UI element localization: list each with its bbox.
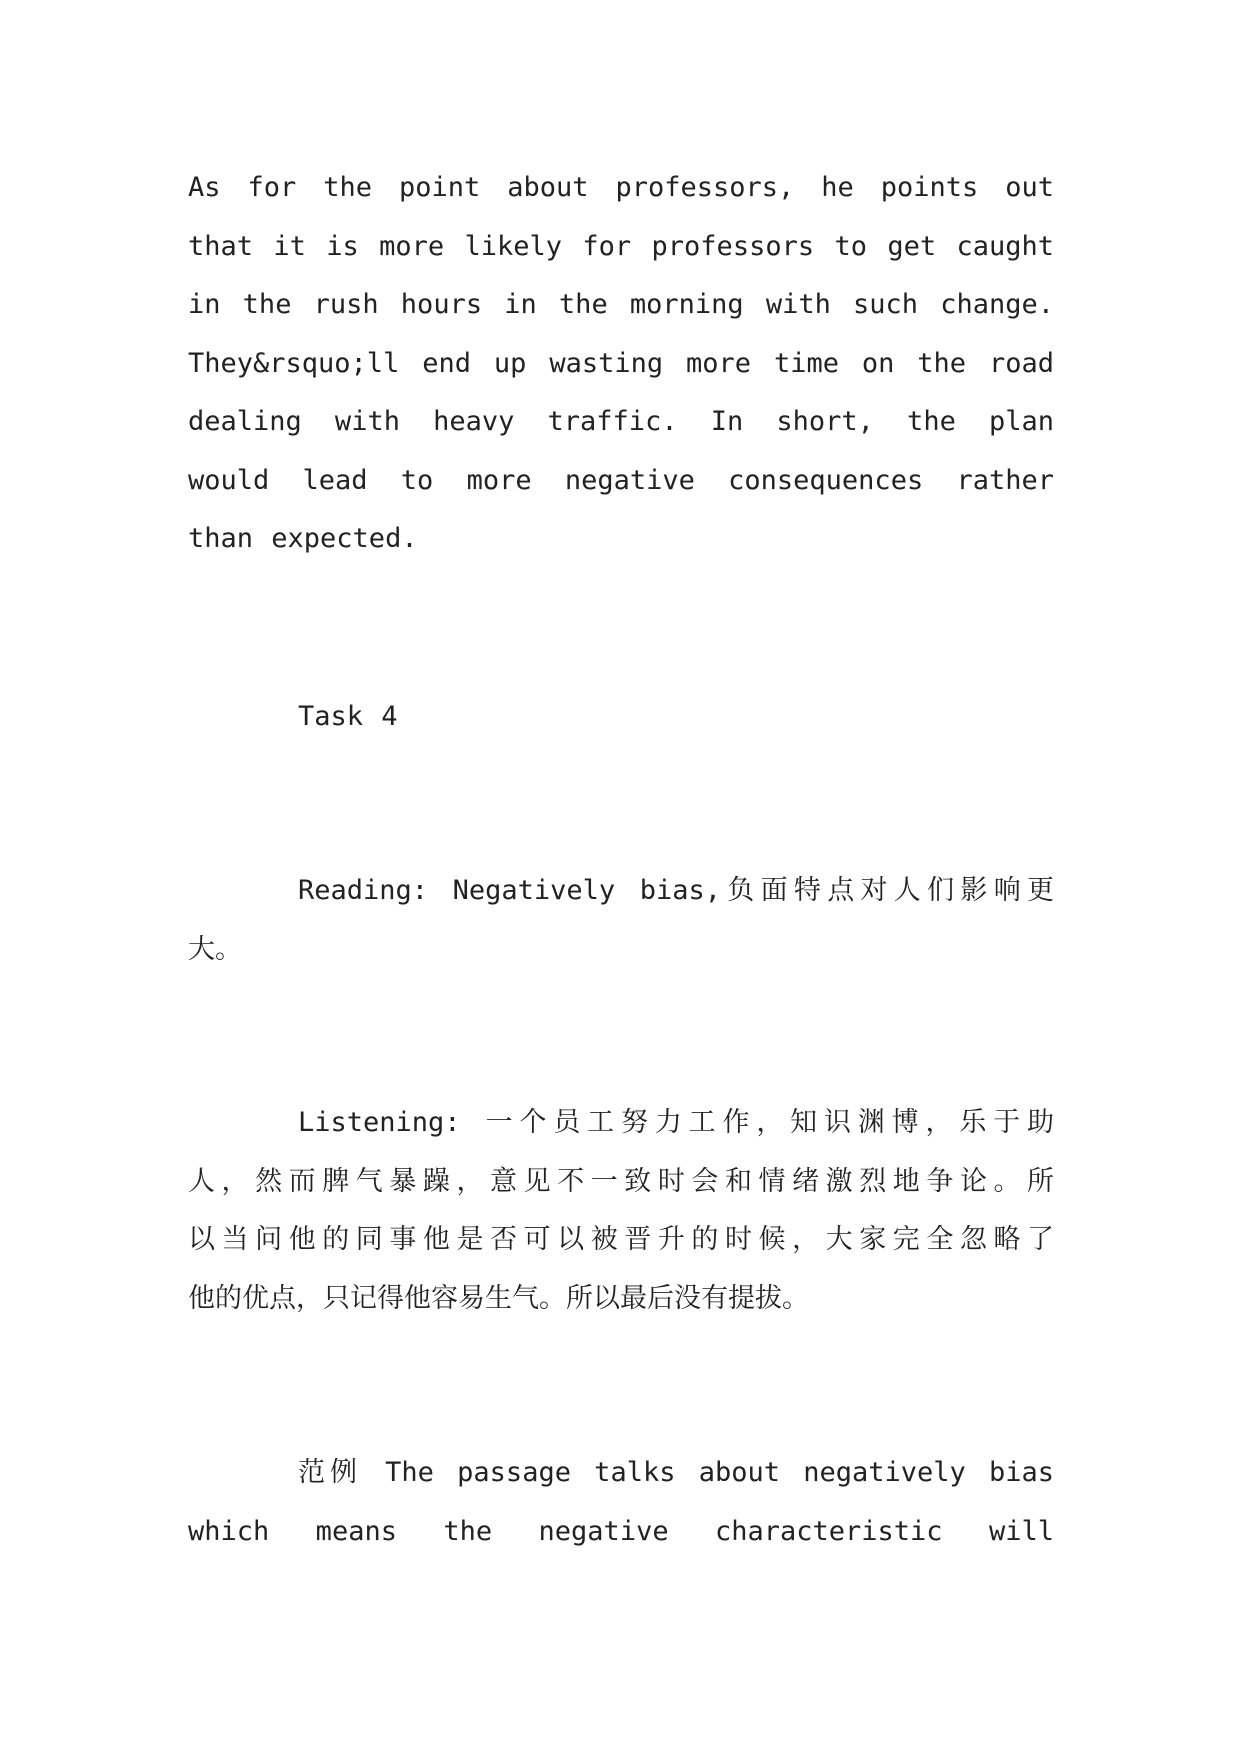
text-line: in the rush hours in the morning with such change. — [188, 289, 1054, 320]
text-line: would lead to more negative consequences rather — [188, 464, 1054, 496]
paragraph-professors — [188, 159, 1054, 569]
text-line: dealing with heavy traffic. In short, the plan — [188, 406, 1054, 437]
text-line: Reading: Negatively bias,负面特点对人们影响更 — [298, 875, 1054, 906]
text-line: 范例 The passage talks about negatively bias — [298, 1457, 1054, 1488]
text-line: 他的优点，只记得他容易生气。所以最后没有提拔。 — [188, 1282, 809, 1314]
text-line: Listening: 一个员工努力工作，知识渊博，乐于助 — [298, 1107, 1054, 1138]
text-line: 以当问他的同事他是否可以被晋升的时候，大家完全忽略了 — [188, 1224, 1054, 1255]
paragraph-reading — [188, 862, 1054, 979]
text-line: They&rsquo;ll end up wasting more time on the road — [188, 347, 1054, 379]
paragraph-example — [188, 1444, 1054, 1561]
text-line: 大。 — [188, 933, 242, 965]
text-line: As for the point about professors, he points out — [188, 172, 1054, 203]
task-heading — [188, 688, 1054, 747]
paragraph-listening — [188, 1094, 1054, 1328]
text-line: than expected. — [188, 523, 418, 554]
text-line: that it is more likely for professors to get caught — [188, 230, 1054, 262]
text-line: 人，然而脾气暴躁，意见不一致时会和情绪激烈地争论。所 — [188, 1165, 1054, 1197]
task-heading-text: Task 4 — [298, 701, 398, 732]
text-line: which means the negative characteristic will — [188, 1515, 1054, 1547]
